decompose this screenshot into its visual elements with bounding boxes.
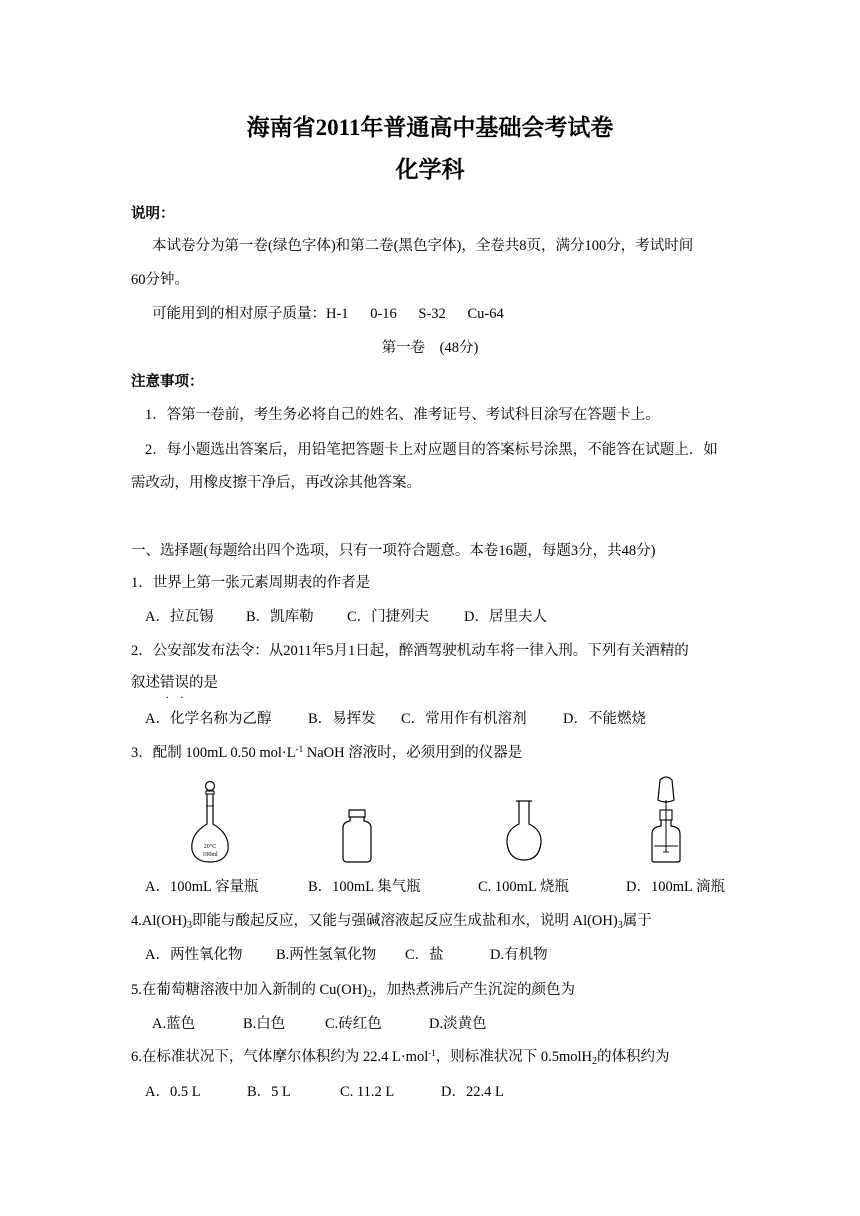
q5-option-b: B.白色 — [243, 1016, 286, 1032]
atomic-masses — [152, 304, 504, 324]
q4-stem-b: 即能与酸起反应，又能与强碱溶液起反应生成盐和水，说明 Al(OH) — [191, 913, 618, 929]
q4-stem — [131, 911, 652, 931]
q4-stem-a: 4.Al(OH) — [131, 913, 187, 929]
q4-option-a: A．两性氧化物 — [145, 947, 243, 963]
q2-stem-line1: 2．公安部发布法令：从2011年5月1日起，醉酒驾驶机动车将一律入刑。下列有关酒精的 — [131, 643, 689, 659]
q6-option-b: B．5 L — [247, 1084, 291, 1100]
q3-stem-pre: 3．配制 100mL 0.50 mol·L — [131, 745, 296, 761]
q5-option-d: D.淡黄色 — [429, 1016, 487, 1032]
gas-bottle-icon — [340, 808, 374, 864]
q5-stem-sub: 2 — [367, 989, 373, 1000]
part1-title: 第一卷 (48分) — [381, 340, 479, 356]
q4-stem-c: 属于 — [622, 913, 652, 929]
q5-stem-a: 5.在葡萄糖溶液中加入新制的 Cu(OH) — [131, 982, 368, 998]
subject-title: 化学科 — [395, 157, 465, 182]
q4-stem-sub2: 3 — [617, 920, 623, 931]
q6-stem-sup: -1 — [428, 1048, 436, 1058]
q6-stem-b: ，则标准状况下 0.5molH — [435, 1049, 593, 1065]
q6-stem-c: 的体积约为 — [597, 1049, 670, 1065]
flask-label-volume: 100ml — [202, 852, 218, 858]
q2-emphasis-1: 错 — [160, 675, 175, 691]
q1-stem: 1．世界上第一张元素周期表的作者是 — [131, 575, 371, 591]
q4-option-c: C．盐 — [405, 947, 444, 963]
q2-option-b: B．易挥发 — [308, 711, 376, 727]
q4-option-d: D.有机物 — [490, 947, 548, 963]
q2-stem-line2 — [131, 673, 218, 693]
q2-stem-post: 的是 — [189, 675, 218, 691]
q5-stem — [131, 980, 575, 1000]
q2-option-d: D．不能燃烧 — [563, 711, 646, 727]
volumetric-flask-icon — [186, 780, 234, 866]
note-2-line2: 需改动，用橡皮擦干净后，再改涂其他答案。 — [131, 475, 421, 491]
q6-option-c: C. 11.2 L — [340, 1084, 395, 1100]
q5-option-a: A.蓝色 — [152, 1016, 196, 1032]
q1-option-b: B．凯库勒 — [246, 609, 314, 625]
atomic-mass-h: H-1 — [326, 306, 349, 322]
q4-stem-sub1: 3 — [186, 920, 192, 931]
q3-option-b: B．100mL 集气瓶 — [308, 879, 421, 895]
q6-option-d: D．22.4 L — [441, 1084, 504, 1100]
q3-stem-post: NaOH 溶液时，必须用到的仪器是 — [303, 745, 523, 761]
note-2-line1: 2．每小题选出答案后，用铅笔把答题卡上对应题目的答案标号涂黑，不能答在试题上．如 — [145, 442, 718, 458]
flask-label-temp: 20°C — [203, 844, 217, 850]
section1-heading: 一、选择题(每题给出四个选项，只有一项符合题意。本卷16题，每题3分，共48分) — [131, 543, 656, 559]
q2-emphasis-2: 误 — [174, 675, 189, 691]
q1-option-c: C．门捷列夫 — [347, 609, 430, 625]
q6-option-a: A．0.5 L — [145, 1084, 201, 1100]
q1-option-a: A．拉瓦锡 — [145, 609, 214, 625]
exam-title: 海南省2011年普通高中基础会考试卷 — [246, 115, 614, 140]
round-flask-icon — [502, 798, 546, 864]
q1-option-d: D．居里夫人 — [464, 609, 547, 625]
note-1: 1．答第一卷前，考生务必将自己的姓名、准考证号、考试科目涂写在答题卡上。 — [145, 407, 660, 423]
q3-option-d: D．100mL 滴瓶 — [626, 879, 725, 895]
dropper-bottle-icon — [646, 776, 686, 866]
q2-option-c: C．常用作有机溶剂 — [401, 711, 527, 727]
q6-stem — [131, 1047, 670, 1067]
q4-option-b: B.两性氢氧化物 — [276, 947, 377, 963]
q3-option-c: C. 100mL 烧瓶 — [478, 879, 569, 895]
q2-stem-pre: 叙述 — [131, 675, 160, 691]
atomic-masses-label: 可能用到的相对原子质量： — [152, 306, 326, 322]
q6-stem-a: 6.在标准状况下，气体摩尔体积约为 22.4 L·mol — [131, 1049, 429, 1065]
atomic-mass-o: 0-16 — [370, 306, 397, 322]
notes-heading: 注意事项： — [131, 374, 204, 390]
q2-option-a: A．化学名称为乙醇 — [145, 711, 272, 727]
q3-stem-sup: -1 — [295, 744, 304, 754]
q5-stem-b: ，加热煮沸后产生沉淀的颜色为 — [372, 982, 576, 998]
instructions-heading: 说明： — [131, 206, 175, 222]
instructions-line1: 本试卷分为第一卷(绿色字体)和第二卷(黑色字体)，全卷共8页，满分100分，考试时间 — [152, 238, 694, 254]
atomic-mass-s: S-32 — [418, 306, 446, 322]
q5-option-c: C.砖红色 — [325, 1016, 382, 1032]
q3-option-a: A．100mL 容量瓶 — [145, 879, 259, 895]
instructions-line2: 60分钟。 — [131, 272, 189, 288]
q6-stem-sub: 2 — [592, 1056, 598, 1067]
atomic-mass-cu: Cu-64 — [467, 306, 504, 322]
q3-stem — [131, 743, 522, 763]
